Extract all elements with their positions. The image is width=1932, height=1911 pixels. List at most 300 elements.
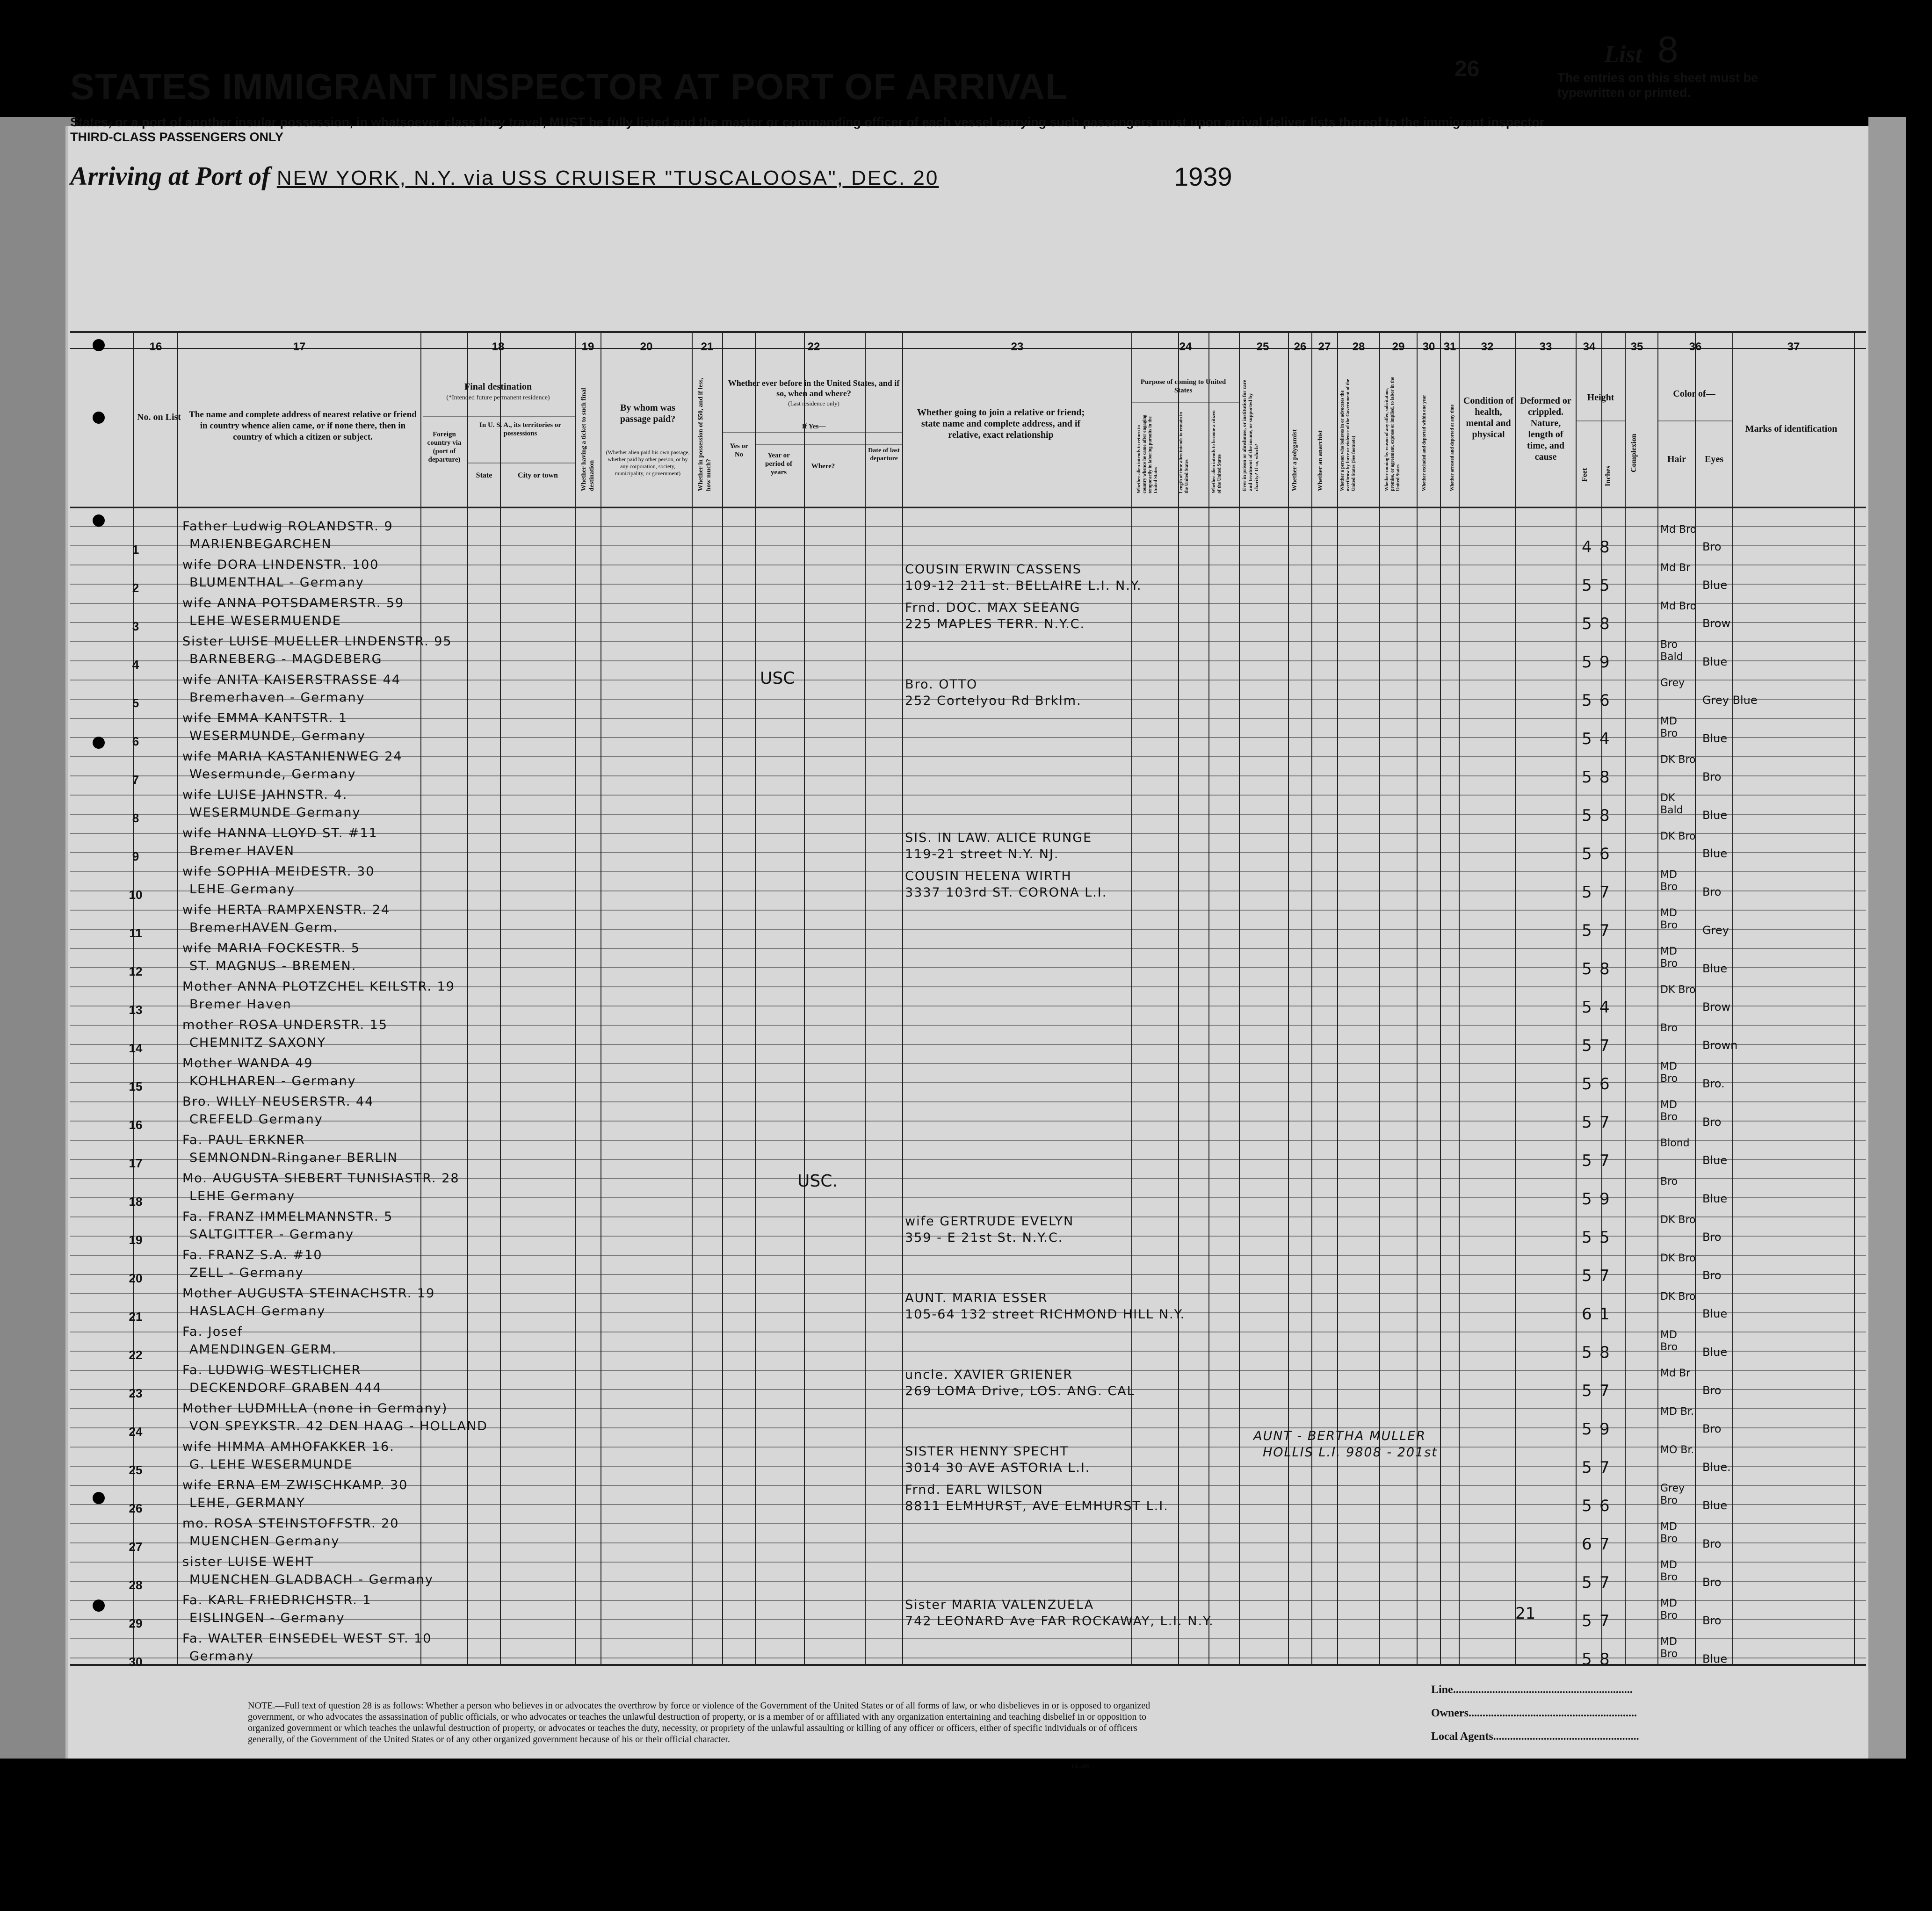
eye-color: Bro <box>1702 1384 1722 1397</box>
relative-line-2: MUENCHEN GLADBACH - Germany <box>189 1572 434 1587</box>
relative-line-1: Mother WANDA 49 <box>182 1056 313 1071</box>
relative-line-2: LEHE WESERMUENDE <box>189 614 341 628</box>
joining-line-1: COUSIN HELENA WIRTH <box>905 869 1072 883</box>
header-polygamist: Whether a polygamist <box>1291 429 1298 491</box>
eye-color: Blue <box>1702 809 1728 822</box>
height-feet: 5 <box>1582 1151 1592 1170</box>
height-feet: 5 <box>1582 1497 1592 1515</box>
height-inches: 8 <box>1599 538 1610 557</box>
height-inches: 7 <box>1599 883 1610 902</box>
eye-color: Blue <box>1702 1652 1728 1665</box>
hair-color: MD Bro <box>1660 946 1678 970</box>
relative-line-1: mother ROSA UNDERSTR. 15 <box>182 1018 388 1032</box>
eye-color: Grey Blue <box>1702 694 1758 707</box>
eye-color: Brow <box>1702 1000 1731 1013</box>
relative-line-2: VON SPEYKSTR. 42 DEN HAAG - HOLLAND <box>189 1419 488 1433</box>
header-ticket: Whether having a ticket to such final destination <box>580 388 595 491</box>
relative-line-2: LEHE, GERMANY <box>189 1496 305 1510</box>
relative-line-1: wife HANNA LLOYD ST. #11 <box>182 826 378 840</box>
height-inches: 7 <box>1599 1382 1610 1400</box>
joining-line-1: Frnd. EARL WILSON <box>905 1483 1043 1497</box>
hair-color: MD Br. <box>1660 1406 1694 1418</box>
joining-line-1: AUNT. MARIA ESSER <box>905 1291 1048 1305</box>
punch-hole <box>93 1600 105 1612</box>
relative-line-2: MARIENBEGARCHEN <box>189 537 332 551</box>
height-inches: 4 <box>1599 998 1610 1017</box>
entries-note: The entries on this sheet must be typewritten or printed. <box>1557 71 1758 100</box>
height-feet: 5 <box>1582 768 1592 787</box>
hair-color: MD Bro <box>1660 716 1678 739</box>
height-feet: 5 <box>1582 806 1592 825</box>
column-number: 33 <box>1539 340 1552 353</box>
relative-line-2: ST. MAGNUS - BREMEN. <box>189 959 357 973</box>
list-label-text: List <box>1604 41 1642 68</box>
hair-color: Blond <box>1660 1137 1690 1149</box>
hair-color: MD Bro <box>1660 1099 1678 1123</box>
header-state: State <box>476 471 492 479</box>
hair-color: DK Bro <box>1660 1291 1696 1303</box>
hair-color: Md Br <box>1660 562 1691 574</box>
relative-line-2: ZELL - Germany <box>189 1266 304 1280</box>
column-number: 34 <box>1583 340 1596 353</box>
row-number: 6 <box>132 734 139 748</box>
height-feet: 5 <box>1582 653 1592 672</box>
hair-color: Grey <box>1660 677 1685 689</box>
hair-color: Md Bro <box>1660 601 1697 612</box>
hair-color: MD Bro <box>1660 1329 1678 1353</box>
height-inches: 8 <box>1599 1650 1610 1669</box>
height-feet: 5 <box>1582 730 1592 748</box>
column-number: 27 <box>1318 340 1331 353</box>
relative-line-1: wife MARIA FOCKESTR. 5 <box>182 941 360 956</box>
header-q28: Whether a person who believes in or advocates the overthrow by force or violence of the Government of the United States (See footnote) <box>1340 379 1356 491</box>
row-number: 1 <box>132 543 139 557</box>
relative-line-1: wife LUISE JAHNSTR. 4. <box>182 788 348 802</box>
hair-color: DK Bro <box>1660 1252 1696 1264</box>
header-health: Condition of health, mental and physical <box>1463 396 1514 440</box>
row-number: 28 <box>129 1578 143 1592</box>
column-number: 35 <box>1630 340 1643 353</box>
header-q30: Whether excluded and deported within one year <box>1422 395 1427 491</box>
header-in-usa: In U. S. A., its territories or possessions <box>479 421 561 437</box>
row-number: 13 <box>129 1003 143 1017</box>
joining-line-1: SISTER HENNY SPECHT <box>905 1444 1069 1459</box>
relative-line-2: CHEMNITZ SAXONY <box>189 1035 326 1050</box>
eye-color: Bro <box>1702 1269 1722 1282</box>
height-feet: 5 <box>1582 1458 1592 1477</box>
column-number: 31 <box>1443 340 1456 353</box>
height-feet: 5 <box>1582 1343 1592 1362</box>
joining-line-2: 269 LOMA Drive, LOS. ANG. CAL <box>905 1384 1135 1398</box>
header-eyes: Eyes <box>1705 454 1723 464</box>
hair-color: DK Bro <box>1660 754 1696 766</box>
row-number: 9 <box>132 849 139 863</box>
joining-line-1: Frnd. DOC. MAX SEEANG <box>905 601 1081 615</box>
relative-line-2: CREFELD Germany <box>189 1112 323 1127</box>
height-inches: 8 <box>1599 768 1610 787</box>
relative-line-1: Sister LUISE MUELLER LINDENSTR. 95 <box>182 634 452 649</box>
row-number: 29 <box>129 1616 143 1630</box>
relative-line-1: wife HERTA RAMPXENSTR. 24 <box>182 903 391 917</box>
hair-color: MD Bro <box>1660 907 1678 931</box>
joining-line-2: 359 - E 21st St. N.Y.C. <box>905 1231 1064 1245</box>
header-purpose: Purpose of coming to United States <box>1140 378 1226 394</box>
height-feet: 5 <box>1582 691 1592 710</box>
height-feet: 5 <box>1582 998 1592 1017</box>
footnote-q28: NOTE.—Full text of question 28 is as follows: Whether a person who believes in or advocates the overthrow by force or violence of the Government of the United States or of all forms of law, or who disbelieves in or is opposed to organized government, or who advocates the assassination of public officials, or who advocates or teaches the unlawful destruction of property, or is a member of or affiliated with any organization entertaining and teaching disbelief in or opposition to organized government or which teaches the unlawful destruction of property, or advocates or teaches the duty, necessity, or propriety of the unlawful assaulting or killing of any officer or officers, either of specific individuals or of officers generally, of the Government of the United States or of any other organized government because of his or their official character. <box>248 1701 1151 1745</box>
joining-line-2: 105-64 132 street RICHMOND HILL N.Y. <box>905 1307 1186 1322</box>
relative-line-1: wife ERNA EM ZWISCHKAMP. 30 <box>182 1478 408 1492</box>
column-number: 24 <box>1179 340 1192 353</box>
eye-color: Bro <box>1702 1576 1722 1589</box>
relative-line-1: Father Ludwig ROLANDSTR. 9 <box>182 519 393 534</box>
relative-line-2: Germany <box>189 1649 254 1664</box>
row-number: 18 <box>129 1194 143 1209</box>
column-number: 26 <box>1294 340 1307 353</box>
final-destination-label: Final destination <box>464 382 532 392</box>
row-number: 12 <box>129 964 143 978</box>
header-foreign-country: Foreign country via (port of departure) <box>427 431 462 463</box>
eye-color: Blue <box>1702 1154 1728 1167</box>
column-number: 18 <box>492 340 505 353</box>
hair-color: MD Bro <box>1660 1061 1678 1085</box>
header-color-of: Color of— <box>1673 389 1715 399</box>
header-passage-note: (Whether alien paid his own passage, whether paid by other person, or by any corporation, society, municipality, or government) <box>606 449 690 477</box>
subtitle-text: States, or a port of another insular possession, in whatsoever class they travel, MUST be fully listed and the master or commanding officer of each vessel carrying such passengers must upon arrival deliver lists thereof to the immigrant inspector <box>70 115 1545 129</box>
joining-line-1: wife GERTRUDE EVELYN <box>905 1214 1074 1229</box>
relative-line-1: Fa. Josef <box>182 1325 243 1339</box>
height-feet: 5 <box>1582 1650 1592 1669</box>
relative-line-2: BremerHAVEN Germ. <box>189 920 339 935</box>
row-number: 7 <box>132 773 139 787</box>
row-number: 11 <box>129 926 142 940</box>
relative-line-1: wife SOPHIA MEIDESTR. 30 <box>182 864 375 879</box>
relative-line-1: wife DORA LINDENSTR. 100 <box>182 557 379 572</box>
eye-color: Bro <box>1702 540 1722 553</box>
header-date-departure: Date of last departure <box>868 447 900 462</box>
height-feet: 5 <box>1582 1190 1592 1209</box>
eye-color: Brown <box>1702 1039 1738 1052</box>
height-inches: 8 <box>1599 615 1610 633</box>
height-feet: 5 <box>1582 1612 1592 1630</box>
column-number: 32 <box>1481 340 1494 353</box>
row-number: 10 <box>129 888 143 902</box>
hair-color: Md Bro <box>1660 524 1697 536</box>
relative-line-2: BARNEBERG - MAGDEBERG <box>189 652 383 666</box>
height-inches: 5 <box>1599 576 1610 595</box>
header-purpose-a: Whether alien intends to return to country whence he came after engaging temporarily in laboring pursuits in the United States <box>1136 414 1158 493</box>
joining-line-1: SIS. IN LAW. ALICE RUNGE <box>905 831 1093 845</box>
relative-line-2: Bremer HAVEN <box>189 844 295 858</box>
hair-color: Bro <box>1660 1022 1678 1034</box>
column-number: 16 <box>149 340 162 353</box>
row-number: 20 <box>129 1271 143 1285</box>
column-number: 29 <box>1392 340 1405 353</box>
height-inches: 7 <box>1599 1036 1610 1055</box>
hair-color: DK Bro <box>1660 984 1696 996</box>
row-number: 24 <box>129 1425 143 1439</box>
height-inches: 4 <box>1599 730 1610 748</box>
owners-text: Owners <box>1431 1707 1469 1719</box>
usc-annotation: USC. <box>797 1172 838 1191</box>
line-text: Line <box>1431 1684 1453 1696</box>
before-in-us-label: Whether ever before in the United States, and if so, when and where? <box>728 378 900 398</box>
hair-color: MD Bro <box>1660 1598 1678 1621</box>
height-inches: 8 <box>1599 806 1610 825</box>
relative-line-1: Mother LUDMILLA (none in Germany) <box>182 1401 448 1416</box>
header-prison: Ever in prison or almshouse, or institution for care and treatment of the insane, or supported by charity? If so, which? <box>1242 380 1259 491</box>
eye-color: Bro. <box>1702 1077 1725 1090</box>
height-inches: 8 <box>1599 1343 1610 1362</box>
page-number: 26 <box>1454 57 1480 81</box>
relative-line-1: wife MARIA KASTANIENWEG 24 <box>182 749 403 764</box>
header-before-in-us <box>727 378 900 409</box>
height-inches: 7 <box>1599 1151 1610 1170</box>
footer-line-label: Line................................................................ <box>1431 1684 1633 1696</box>
header-passage: By whom was passage paid? <box>620 403 676 424</box>
height-feet: 5 <box>1582 1075 1592 1093</box>
height-inches: 5 <box>1599 1228 1610 1247</box>
relative-line-2: KOHLHAREN - Germany <box>189 1074 356 1088</box>
height-feet: 5 <box>1582 1228 1592 1247</box>
header-q31: Whether arrested and deported at any time <box>1450 404 1455 491</box>
header-purpose-b: Length of time alien intends to remain in the United States <box>1179 412 1189 493</box>
relative-line-2: BLUMENTHAL - Germany <box>189 575 364 590</box>
height-inches: 7 <box>1599 1612 1610 1630</box>
relative-line-2: Bremer Haven <box>189 997 292 1012</box>
relative-line-2: G. LEHE WESERMUNDE <box>189 1457 353 1472</box>
height-inches: 7 <box>1599 1458 1610 1477</box>
header-height: Height <box>1587 392 1614 403</box>
small-mark: 21 <box>1515 1604 1536 1623</box>
joining-line-2: 225 MAPLES TERR. N.Y.C. <box>905 617 1085 631</box>
height-inches: 6 <box>1599 1497 1610 1515</box>
header-yes-no: Yes or No <box>730 442 748 458</box>
hair-color: Grey Bro <box>1660 1483 1685 1506</box>
final-destination-note: (*Intended future permanent residence) <box>446 394 550 401</box>
row-number: 4 <box>132 658 139 672</box>
row-number: 26 <box>129 1501 143 1515</box>
height-feet: 5 <box>1582 1113 1592 1132</box>
relative-line-1: Fa. LUDWIG WESTLICHER <box>182 1363 362 1377</box>
relative-line-1: Fa. KARL FRIEDRICHSTR. 1 <box>182 1593 372 1607</box>
eye-color: Bro <box>1702 770 1722 783</box>
punch-hole <box>93 514 105 527</box>
row-number: 8 <box>132 811 139 825</box>
relative-line-1: wife HIMMA AMHOFAKKER 16. <box>182 1440 395 1454</box>
column-number: 20 <box>640 340 653 353</box>
height-feet: 5 <box>1582 1036 1592 1055</box>
relative-line-2: DECKENDORF GRABEN 444 <box>189 1381 382 1395</box>
height-inches: 7 <box>1599 1573 1610 1592</box>
height-feet: 6 <box>1582 1305 1592 1324</box>
hair-color: DK Bro <box>1660 831 1696 842</box>
hair-color: MD Bro <box>1660 1521 1678 1545</box>
eye-color: Blue <box>1702 732 1728 745</box>
eye-color: Bro <box>1702 1115 1722 1129</box>
height-inches: 6 <box>1599 845 1610 863</box>
eye-color: Grey <box>1702 924 1729 937</box>
row-number: 30 <box>129 1655 143 1669</box>
header-purpose-c: Whether alien intends to become a citizen of the United States <box>1211 410 1222 493</box>
height-inches: 7 <box>1599 1267 1610 1285</box>
punch-hole <box>93 1492 105 1504</box>
row-number: 17 <box>129 1156 143 1170</box>
height-inches: 6 <box>1599 1075 1610 1093</box>
joining-line-2: 3014 30 AVE ASTORIA L.I. <box>905 1461 1091 1475</box>
eye-color: Bro <box>1702 1614 1722 1627</box>
height-feet: 5 <box>1582 1382 1592 1400</box>
row-number: 2 <box>132 581 139 595</box>
agents-text: Local Agents <box>1431 1730 1493 1743</box>
relative-line-2: HASLACH Germany <box>189 1304 326 1318</box>
header-final-destination <box>423 381 573 404</box>
hair-color: Bro <box>1660 1176 1678 1187</box>
relative-line-2: WESERMUNDE Germany <box>189 805 361 820</box>
row-number: 27 <box>129 1540 143 1554</box>
joining-line-2: 109-12 211 st. BELLAIRE L.I. N.Y. <box>905 579 1142 593</box>
header-complexion: Complexion <box>1630 434 1638 472</box>
column-number: 30 <box>1422 340 1435 353</box>
height-feet: 5 <box>1582 845 1592 863</box>
row-number: 16 <box>129 1118 143 1132</box>
column-number: 23 <box>1011 340 1024 353</box>
page-title: STATES IMMIGRANT INSPECTOR AT PORT OF ARRIVAL <box>70 66 1068 107</box>
header-if-yes: If Yes— <box>802 423 826 430</box>
eye-color: Bro <box>1702 1537 1722 1550</box>
arriving-label: Arriving at Port of <box>70 162 270 191</box>
relative-line-1: Mother ANNA PLOTZCHEL KEILSTR. 19 <box>182 979 455 994</box>
hair-color: MD Bro <box>1660 869 1678 893</box>
header-joining: Whether going to join a relative or friend; state name and complete address, and if relative, exact relationship <box>917 407 1085 440</box>
relative-line-1: Mo. AUGUSTA SIEBERT TUNISIASTR. 28 <box>182 1171 460 1186</box>
header-fifty-dollars: Whether in possession of $50, and if less, how much? <box>697 377 712 491</box>
eye-color: Blue <box>1702 1307 1728 1320</box>
eye-color: Blue. <box>1702 1461 1731 1474</box>
column-number: 36 <box>1689 340 1702 353</box>
header-years: Year or period of years <box>765 452 792 476</box>
relative-line-1: mo. ROSA STEINSTOFFSTR. 20 <box>182 1516 399 1531</box>
hair-color: MD Bro <box>1660 1636 1678 1660</box>
column-number: 17 <box>293 340 306 353</box>
relative-line-2: LEHE Germany <box>189 882 296 897</box>
height-inches: 1 <box>1599 1305 1610 1324</box>
column-number: 22 <box>807 340 820 353</box>
relative-line-2: Wesermunde, Germany <box>189 767 356 782</box>
joining-line-1: Sister MARIA VALENZUELA <box>905 1598 1094 1612</box>
row-number: 5 <box>132 696 139 710</box>
punch-hole <box>93 339 105 351</box>
hair-color: Bro Bald <box>1660 639 1683 663</box>
punch-hole <box>93 412 105 424</box>
row-number: 23 <box>129 1386 143 1400</box>
eye-color: Blue <box>1702 1192 1728 1205</box>
header-where: Where? <box>811 463 835 470</box>
eye-color: Blue <box>1702 1346 1728 1359</box>
header-q29: Whether coming by reason of any offer, solicitation, promise, or agreement, express or implied, to labor in the United States <box>1384 377 1401 491</box>
joining-line-2: 742 LEONARD Ave FAR ROCKAWAY, L.I. N.Y. <box>905 1614 1214 1629</box>
height-feet: 5 <box>1582 576 1592 595</box>
row-number: 3 <box>132 619 139 633</box>
hair-color: DK Bro <box>1660 1214 1696 1226</box>
eye-color: Blue <box>1702 655 1728 668</box>
eye-color: Blue <box>1702 1499 1728 1512</box>
column-number: 21 <box>701 340 714 353</box>
form-number: 14-400 <box>1071 1763 1090 1770</box>
last-residence-note: (Last residence only) <box>788 400 839 407</box>
height-feet: 4 <box>1582 538 1592 557</box>
column-number: 19 <box>581 340 594 353</box>
relative-line-2: WESERMUNDE, Germany <box>189 729 366 743</box>
joining-line-1: Bro. OTTO <box>905 677 978 692</box>
relative-line-2: AMENDINGEN GERM. <box>189 1342 337 1357</box>
relative-line-1: Fa. WALTER EINSEDEL WEST ST. 10 <box>182 1631 432 1646</box>
relative-line-1: Fa. FRANZ IMMELMANNSTR. 5 <box>182 1209 393 1224</box>
column-number: 37 <box>1787 340 1800 353</box>
height-inches: 7 <box>1599 1535 1610 1554</box>
relative-line-1: wife ANNA POTSDAMERSTR. 59 <box>182 596 405 610</box>
column-number: 28 <box>1352 340 1365 353</box>
relative-line-2: LEHE Germany <box>189 1189 296 1203</box>
relative-line-2: SALTGITTER - Germany <box>189 1227 355 1242</box>
row-number: 25 <box>129 1463 143 1477</box>
row-number: 21 <box>129 1310 143 1324</box>
height-inches: 9 <box>1599 653 1610 672</box>
eye-color: Bro <box>1702 1231 1722 1244</box>
aunt-annotation: AUNT - BERTHA MULLER <box>1253 1429 1426 1443</box>
header-city: City or town <box>518 471 558 479</box>
list-number: 8 <box>1657 29 1679 70</box>
relative-line-1: sister LUISE WEHT <box>182 1555 314 1569</box>
relative-line-1: Fa. PAUL ERKNER <box>182 1133 305 1147</box>
height-inches: 7 <box>1599 1113 1610 1132</box>
header-inches: Inches <box>1604 465 1612 486</box>
header-deformed: Deformed or crippled. Nature, length of time, and cause <box>1520 396 1571 462</box>
height-inches: 7 <box>1599 921 1610 940</box>
eye-color: Bro <box>1702 1422 1722 1435</box>
row-number: 14 <box>129 1041 143 1055</box>
height-feet: 5 <box>1582 615 1592 633</box>
hair-color: MO Br. <box>1660 1444 1694 1456</box>
height-inches: 6 <box>1599 691 1610 710</box>
relative-line-2: Bremerhaven - Germany <box>189 690 365 705</box>
height-inches: 8 <box>1599 960 1610 978</box>
eye-color: Blue <box>1702 847 1728 860</box>
eye-color: Blue <box>1702 579 1728 592</box>
relative-line-1: wife ANITA KAISERSTRASSE 44 <box>182 673 401 687</box>
height-feet: 5 <box>1582 921 1592 940</box>
joining-line-2: 8811 ELMHURST, AVE ELMHURST L.I. <box>905 1499 1169 1513</box>
header-anarchist: Whether an anarchist <box>1317 430 1324 491</box>
height-feet: 6 <box>1582 1535 1592 1554</box>
hair-color: Md Br <box>1660 1368 1691 1379</box>
eye-color: Brow <box>1702 617 1731 630</box>
arriving-value: NEW YORK, N.Y. via USS CRUISER "TUSCALOOSA", DEC. 20 <box>276 166 939 189</box>
header-relative-abroad: The name and complete address of nearest relative or friend in country whence alien came, or if none there, then in country of which a citizen or subject. <box>189 410 417 442</box>
row-number: 22 <box>129 1348 143 1362</box>
relative-line-2: SEMNONDN-Ringaner BERLIN <box>189 1151 398 1165</box>
footer-owners-label: Owners............................................................ <box>1431 1707 1637 1719</box>
row-number: 15 <box>129 1079 143 1093</box>
joining-line-2: 119-21 street N.Y. NJ. <box>905 847 1059 861</box>
relative-line-1: Mother AUGUSTA STEINACHSTR. 19 <box>182 1286 435 1301</box>
row-number: 19 <box>129 1233 143 1247</box>
height-feet: 5 <box>1582 960 1592 978</box>
aunt-address-annotation: HOLLIS L.I. 9808 - 201st <box>1263 1445 1438 1460</box>
eye-color: Bro <box>1702 885 1722 898</box>
height-inches: 9 <box>1599 1420 1610 1439</box>
relative-line-1: wife EMMA KANTSTR. 1 <box>182 711 348 725</box>
